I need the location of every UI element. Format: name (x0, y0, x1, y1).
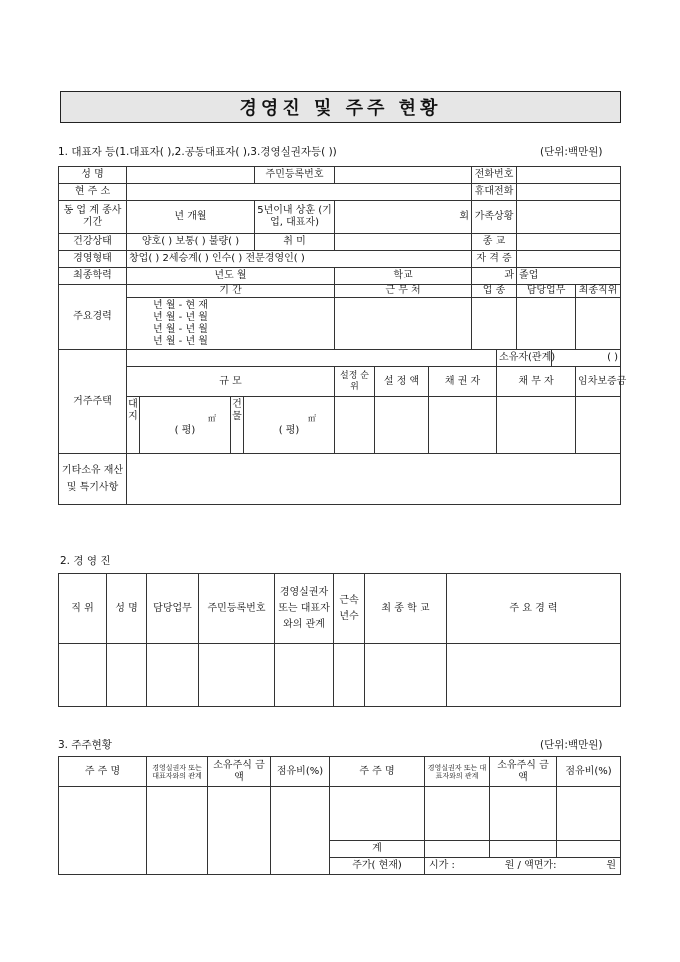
scale-cell (127, 397, 335, 454)
career-row: 년 월 - 년 월 (153, 323, 208, 335)
holder-cell (147, 787, 208, 875)
mobile-label: 휴대전화 (472, 184, 517, 201)
land-pyeong: ( 평) (174, 425, 196, 436)
cert-value (517, 251, 621, 268)
career-duty-hdr: 담당업무 (517, 285, 576, 298)
address-value (127, 184, 472, 201)
career-row: 년 월 - 년 월 (153, 335, 208, 347)
holder-cell (557, 787, 621, 841)
other-value (127, 454, 621, 505)
phone-value (517, 167, 621, 184)
religion-value (517, 234, 621, 251)
career-row: 년 월 - 년 월 (153, 311, 208, 323)
bldg-area-unit: ㎡ (308, 414, 317, 423)
total-cell (490, 841, 557, 858)
res-label: 거주주택 (59, 350, 127, 454)
holder-cell (59, 787, 147, 875)
hobby-label: 취 미 (255, 234, 335, 251)
holder-shares-hdr: 소유주식 금 액 (208, 757, 271, 787)
mgmt-relation-hdr: 경영실권자 또는 대표자와의 관계 (275, 574, 334, 644)
holder-shares-hdr-2: 소유주식 금 액 (490, 757, 557, 787)
period-label: 동 업 계 종사기간 (59, 201, 127, 234)
career-period-hdr: 기 간 (127, 285, 335, 298)
religion-label: 종 교 (472, 234, 517, 251)
management-table (58, 573, 621, 707)
total-cell (425, 841, 490, 858)
shareholder-table (58, 756, 621, 875)
phone-label: 전화번호 (472, 167, 517, 184)
face-label: 원 / 액면가: (504, 860, 557, 871)
set-order-hdr: 설정 순위 (335, 367, 375, 397)
family-value (517, 201, 621, 234)
mgmt-cell (147, 644, 199, 707)
holder-cell (208, 787, 271, 875)
mgmt-tenure-hdr: 근속 년수 (334, 574, 365, 644)
total-label: 계 (330, 841, 425, 858)
type-label: 경영형태 (59, 251, 127, 268)
holder-relation-hdr-2: 경영실권자 또는 대표자와의 관계 (425, 757, 490, 787)
edu-school: 학교 (335, 268, 472, 285)
mgmt-cell (447, 644, 621, 707)
res-blank (127, 350, 497, 367)
owner-paren: ( ) (552, 350, 621, 367)
price-label: 주가( 현재) (330, 858, 425, 875)
mgmt-duty-hdr: 담당업무 (147, 574, 199, 644)
section3-unit: (단위:백만원) (540, 739, 603, 751)
name-label: 성 명 (59, 167, 127, 184)
debtor-value (497, 397, 576, 454)
cert-label: 자 격 증 (472, 251, 517, 268)
mgmt-school-hdr: 최 종 학 교 (365, 574, 447, 644)
holder-ratio-hdr-2: 점유비(%) (557, 757, 621, 787)
mobile-value (517, 184, 621, 201)
creditor-hdr: 채 권 자 (429, 367, 497, 397)
hobby-value (335, 234, 472, 251)
creditor-value (429, 397, 497, 454)
section1-heading: 1. 대표자 등(1.대표자( ),2.공동대표자( ),3.경영실권자등( )) (58, 146, 337, 158)
section2-heading: 2. 경 영 진 (60, 555, 111, 567)
career-work-value (335, 298, 472, 350)
mgmt-cell (59, 644, 107, 707)
resident-no-label: 주민등록번호 (255, 167, 335, 184)
mgmt-cell (107, 644, 147, 707)
career-industry-hdr: 업 종 (472, 285, 517, 298)
resident-no-value (335, 167, 472, 184)
mgmt-cell (334, 644, 365, 707)
land-area-unit: ㎡ (208, 414, 217, 423)
scale-hdr: 규 모 (127, 367, 335, 397)
name-value (127, 167, 255, 184)
career-duty-value (517, 298, 576, 350)
mgmt-resident-no-hdr: 주민등록번호 (199, 574, 275, 644)
health-value: 양호( ) 보통( ) 불량( ) (127, 234, 255, 251)
edu-grad: 졸업 (517, 268, 621, 285)
career-row: 년 월 - 현 재 (153, 299, 208, 311)
career-industry-value (472, 298, 517, 350)
career-last-value (576, 298, 621, 350)
edu-label: 최종학력 (59, 268, 127, 285)
market-label: 시가 : (429, 860, 455, 871)
holder-cell (490, 787, 557, 841)
mgmt-name-hdr: 성 명 (107, 574, 147, 644)
health-label: 건강상태 (59, 234, 127, 251)
period-value: 년 개월 (127, 201, 255, 234)
mgmt-career-hdr: 주 요 경 력 (447, 574, 621, 644)
owner-label: 소유자(관계) (497, 350, 552, 367)
family-label: 가족상황 (472, 201, 517, 234)
holder-relation-hdr: 경영실권자 또는 대표자와의 관계 (147, 757, 208, 787)
holder-name-hdr: 주 주 명 (59, 757, 147, 787)
debt-label: 5년이내 상훈 (기업, 대표자) (255, 201, 335, 234)
representative-table (58, 166, 627, 505)
holder-cell (425, 787, 490, 841)
section3-heading: 3. 주주현황 (58, 739, 112, 751)
title-box (60, 91, 621, 123)
holder-cell (330, 787, 425, 841)
type-value: 창업( ) 2세승계( ) 인수( ) 전문경영인( ) (127, 251, 472, 268)
mgmt-cell (275, 644, 334, 707)
set-amount-value (375, 397, 429, 454)
mgmt-cell (365, 644, 447, 707)
total-cell (557, 841, 621, 858)
land-label: 대지 (127, 397, 140, 453)
deposit-hdr: 임차보증금 (576, 367, 621, 397)
address-label: 현 주 소 (59, 184, 127, 201)
section1-unit: (단위:백만원) (540, 146, 603, 158)
price-cell (425, 858, 621, 875)
mgmt-cell (199, 644, 275, 707)
debtor-hdr: 채 무 자 (497, 367, 576, 397)
edu-dept: 과 (472, 268, 517, 285)
career-label: 주요경력 (59, 285, 127, 350)
holder-cell (271, 787, 330, 875)
deposit-value (576, 397, 621, 454)
debt-value: 회 (335, 201, 472, 234)
career-periods (127, 298, 335, 350)
set-amount-hdr: 설 정 액 (375, 367, 429, 397)
mgmt-position-hdr: 직 위 (59, 574, 107, 644)
won-label: 원 (606, 860, 616, 871)
set-order-value (335, 397, 375, 454)
holder-ratio-hdr: 점유비(%) (271, 757, 330, 787)
holder-name-hdr-2: 주 주 명 (330, 757, 425, 787)
career-last-hdr: 최종직위 (576, 285, 621, 298)
career-work-hdr: 근 무 처 (335, 285, 472, 298)
page-title: 경영진 및 주주 현황 (239, 98, 442, 119)
other-label: 기타소유 재산 및 특기사항 (59, 454, 127, 505)
bldg-pyeong: ( 평) (278, 425, 300, 436)
bldg-label: 건물 (231, 397, 244, 453)
edu-year: 년도 월 (127, 268, 335, 285)
